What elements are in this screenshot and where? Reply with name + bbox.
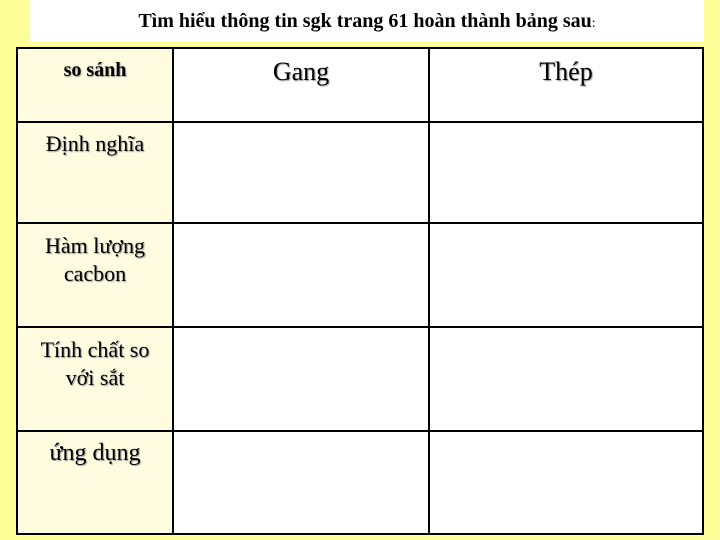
row-label-text-line1: Tính chất so xyxy=(40,337,150,362)
row-label-dinh-nghia xyxy=(16,121,174,224)
row-label-text-line1: Hàm lượng xyxy=(45,233,145,258)
cell-gang-ham-luong-cacbon xyxy=(172,222,430,328)
row-label-ung-dung xyxy=(16,430,174,535)
row-label-tinh-chat xyxy=(16,326,174,432)
header-label-thep: Thép xyxy=(539,57,593,86)
title-colon: : xyxy=(591,16,596,31)
cell-thep-dinh-nghia xyxy=(428,121,704,224)
cell-thep-ham-luong-cacbon xyxy=(428,222,704,328)
title-banner xyxy=(30,0,704,42)
cell-gang-ung-dung xyxy=(172,430,430,535)
cell-gang-dinh-nghia xyxy=(172,121,430,224)
page-title xyxy=(30,10,704,33)
row-label-text-line2: cacbon xyxy=(63,261,127,286)
header-cell-compare xyxy=(16,47,174,123)
cell-gang-tinh-chat xyxy=(172,326,430,432)
row-label-text-line2: với sắt xyxy=(65,365,125,390)
cell-thep-ung-dung xyxy=(428,430,704,535)
header-cell-thep xyxy=(428,47,704,123)
comparison-table xyxy=(16,47,704,535)
title-text: Tìm hiểu thông tin sgk trang 61 hoàn thành bảng sau xyxy=(138,10,592,32)
row-label-text: ứng dụng xyxy=(49,440,141,466)
row-label-text: Định nghĩa xyxy=(45,131,145,156)
header-label-compare: so sánh xyxy=(63,59,127,81)
header-cell-gang xyxy=(172,47,430,123)
cell-thep-tinh-chat xyxy=(428,326,704,432)
row-label-ham-luong-cacbon xyxy=(16,222,174,328)
header-label-gang: Gang xyxy=(272,57,330,86)
